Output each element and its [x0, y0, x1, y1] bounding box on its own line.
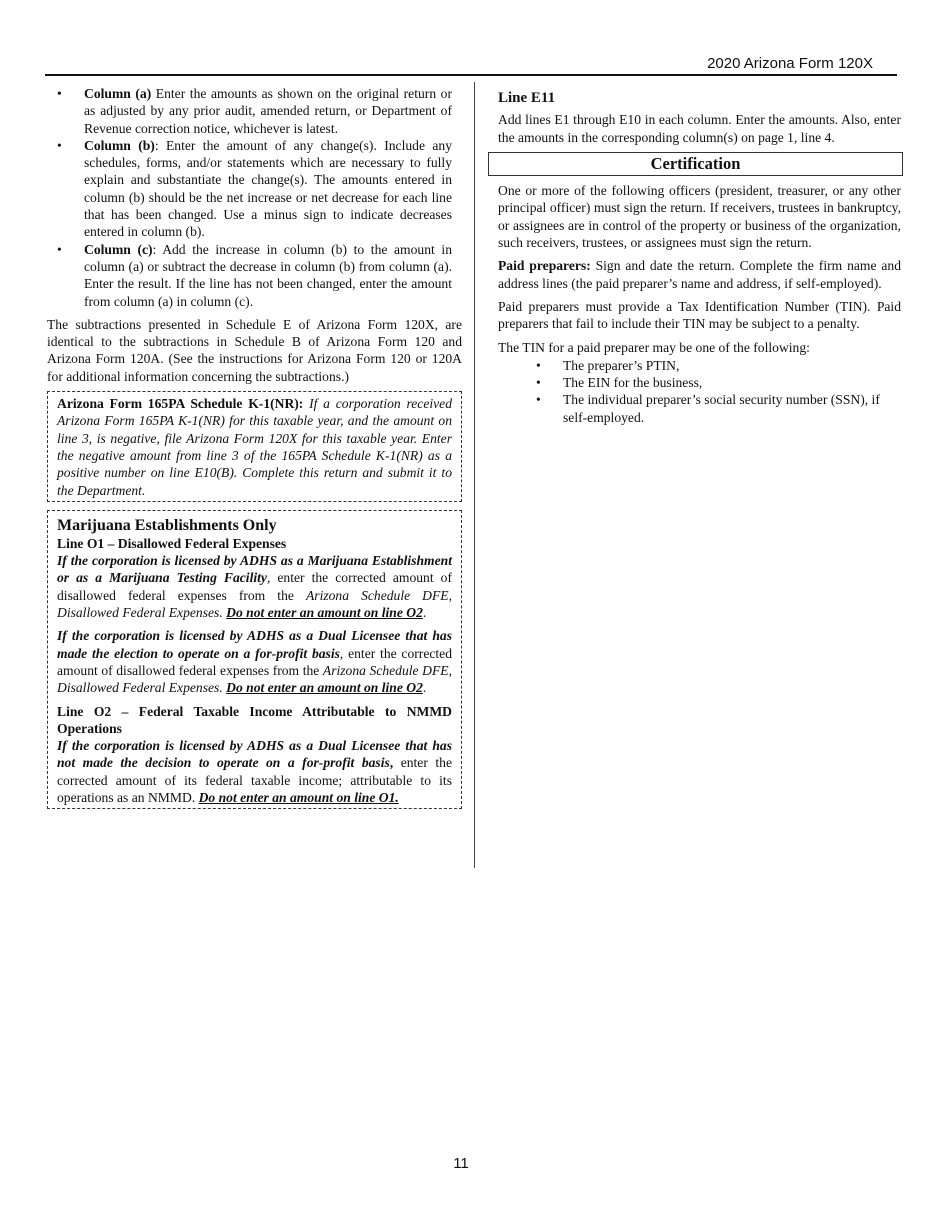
body-text: enter the corrected amount of its federal taxable income; attributable to its operations as an NMMD.: [57, 755, 452, 805]
warning-text: Do not enter an amount on line O1.: [198, 789, 399, 805]
k1-notice-box: [47, 391, 462, 502]
list-item: • The individual preparer’s social security number (SSN), if self-employed.: [498, 391, 901, 426]
certification-heading-box: [488, 152, 903, 176]
paid-preparers-paragraph: [498, 257, 901, 292]
body-text: , enter the corrected amount of disallowed federal expenses from the: [57, 570, 452, 603]
line-e11-heading: Line E11: [498, 90, 556, 106]
list-item-column-b: [47, 137, 462, 241]
term-column-a: Column (a): [84, 86, 152, 101]
form-header-title: 2020 Arizona Form 120X: [707, 55, 873, 72]
certification-section: [488, 182, 903, 426]
line-e11-paragraph: Add lines E1 through E10 in each column. Enter the amounts. Also, enter the amounts in the corresponding column(s) on page 1, line 4.: [498, 112, 901, 145]
paid-preparers-text: Sign and date the return. Complete the firm name and address lines (the paid preparer’s name and address, if self-employed).: [498, 258, 901, 291]
list-item-column-c: [47, 241, 462, 310]
period-text: .: [422, 680, 427, 696]
tin-paragraph: Paid preparers must provide a Tax Identification Number (TIN). Paid preparers that fail to include their TIN may be subject to a penalty.: [498, 298, 901, 332]
text-column-a: Enter the amounts as shown on the original return or as adjusted by any prior audit, amended return, or Department of Revenue correction notice, whichever is latest.: [84, 86, 452, 136]
line-o2-paragraph: [57, 737, 452, 806]
paid-preparers-label: Paid preparers:: [498, 258, 591, 274]
list-item-column-a: [47, 85, 462, 137]
schedule-reference: Arizona Schedule DFE, Disallowed Federal Expenses.: [57, 662, 452, 696]
warning-text: Do not enter an amount on line O2: [226, 680, 423, 696]
tin-options-list: [498, 357, 901, 426]
line-e11-section: [488, 90, 903, 146]
marijuana-title: Marijuana Establishments Only: [57, 516, 277, 534]
k1-notice-text: If a corporation received Arizona Form 165PA K-1(NR) for this taxable year, and the amount on line 3, is negative, file Arizona Form 120X for this taxable year. Enter the negative amount from line 3 of the 165PA Schedule K-1(NR) as a positive number on line E10(B). Complete this return and submit it to the Department.: [57, 396, 452, 498]
page-number: 11: [453, 1155, 469, 1172]
k1-notice-label: Arizona Form 165PA Schedule K-1(NR):: [57, 396, 304, 412]
emphasis-text: If the corporation is licensed by ADHS as a Dual Licensee that has not made the decision to operate on a for-profit basis: [57, 738, 452, 771]
list-item: • The EIN for the business,: [498, 374, 901, 391]
line-o1-paragraph-1: [57, 552, 452, 621]
line-o1-heading: Line O1 – Disallowed Federal Expenses: [57, 535, 287, 551]
tin-intro: The TIN for a paid preparer may be one of the following:: [498, 339, 810, 355]
term-column-c: Column (c): [84, 241, 153, 257]
text-column-b: : Enter the amount of any change(s). Include any schedules, forms, and/or statements which are necessary to fully explain and substantiate the change(s). The amounts entered in column (b) should be the net increase or net decrease for each line that has been changed. Use a minus sign to indicate decreases entered in column (b).: [84, 137, 452, 240]
body-text: , enter the corrected amount of disallowed federal expenses from the: [57, 645, 452, 678]
period-text: .: [422, 605, 427, 621]
emphasis-text: If the corporation is licensed by ADHS as a Dual Licensee that has made the election to operate on a for-profit basis: [57, 628, 452, 661]
line-o2-heading: Line O2 – Federal Taxable Income Attributable to NMMD Operations: [57, 703, 452, 736]
schedule-reference: Arizona Schedule DFE, Disallowed Federal Expenses.: [57, 587, 452, 621]
term-column-b: Column (b): [84, 137, 155, 153]
emphasis-text: If the corporation is licensed by ADHS as a Marijuana Establishment or as a Marijuana Testing Facility: [57, 553, 452, 586]
left-column: [47, 85, 462, 817]
line-o1-paragraph-2: [57, 627, 452, 696]
k1-notice-paragraph: [57, 395, 452, 499]
warning-text: Do not enter an amount on line O2: [226, 605, 423, 621]
marijuana-box: [47, 510, 462, 809]
text-column-c: : Add the increase in column (b) to the amount in column (a) or subtract the decrease in column (b) from column (a). Enter the result. If the line has not been changed, enter the amount from column (a) in column (c).: [84, 241, 452, 309]
list-item: • The preparer’s PTIN,: [498, 357, 901, 374]
column-instructions-list: [47, 85, 462, 310]
certification-title: Certification: [650, 153, 741, 173]
comma-text: ,: [389, 755, 394, 771]
column-divider: [474, 82, 475, 868]
certification-paragraph: One or more of the following officers (president, treasurer, or any other principal officer) must sign the return. If receivers, trustees in bankruptcy, or assignees are in control of the property or business of the organization, such receivers, trustees, or assignees must sign the return.: [498, 183, 901, 251]
right-column: [488, 88, 903, 426]
header-rule: [45, 74, 897, 76]
subtractions-paragraph: The subtractions presented in Schedule E of Arizona Form 120X, are identical to the subtractions in Schedule B of Arizona Form 120 and Arizona Form 120A. (See the instructions for Arizona Form 120 or 120A for additional information concerning the subtractions.): [47, 316, 462, 384]
